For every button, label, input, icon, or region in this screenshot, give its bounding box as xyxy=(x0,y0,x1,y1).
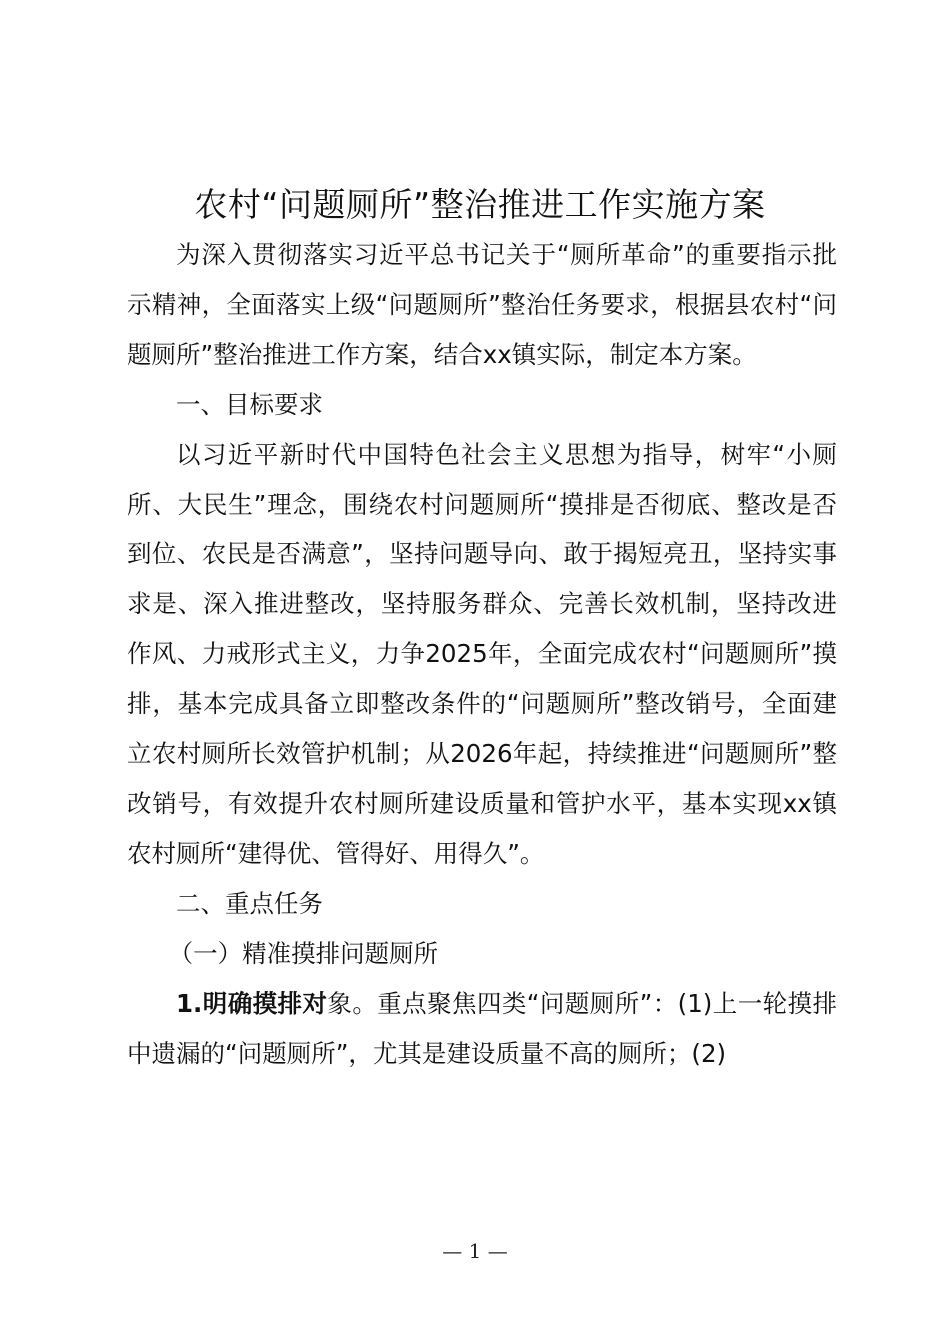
section-heading-goals: 一、目标要求 xyxy=(176,389,323,419)
section-heading-key-tasks: 二、重点任务 xyxy=(176,888,323,918)
item-1-lead: 1.明确摸排对 xyxy=(176,988,328,1018)
document-body xyxy=(127,230,837,1078)
goals-paragraph: 以习近平新时代中国特色社会主义思想为指导，树牢“小厕所、大民生”理念，围绕农村问题厕所“摸排是否彻底、整改是否到位、农民是否满意”，坚持问题导向、敢于揭短亮丑，坚持实事求是、深入推进整改，坚持服务群众、完善长效机制，坚持改进作风、力戒形式主义，力争2025年，全面完成农村“问题厕所”摸排，基本完成具备立即整改条件的“问题厕所”整改销号，全面建立农村厕所长效管护机制；从2026年起，持续推进“问题厕所”整改销号，有效提升农村厕所建设质量和管护水平，基本实现xx镇农村厕所“建得优、管得好、用得久”。 xyxy=(127,439,837,868)
page-number: — 1 — xyxy=(442,1239,508,1263)
item-1-paragraph xyxy=(127,979,837,1079)
item-1-body: 象。重点聚焦四类“问题厕所”：(1)上一轮摸排中遗漏的“问题厕所”，尤其是建设质量不高的厕所；(2) xyxy=(127,988,837,1068)
subsection-heading-survey: （一）精准摸排问题厕所 xyxy=(168,938,439,968)
document-title: 农村“问题厕所”整治推进工作实施方案 xyxy=(194,185,766,224)
intro-paragraph: 为深入贯彻落实习近平总书记关于“厕所革命”的重要指示批示精神，全面落实上级“问题厕所”整治任务要求，根据县农村“问题厕所”整治推进工作方案，结合xx镇实际，制定本方案。 xyxy=(127,240,837,369)
